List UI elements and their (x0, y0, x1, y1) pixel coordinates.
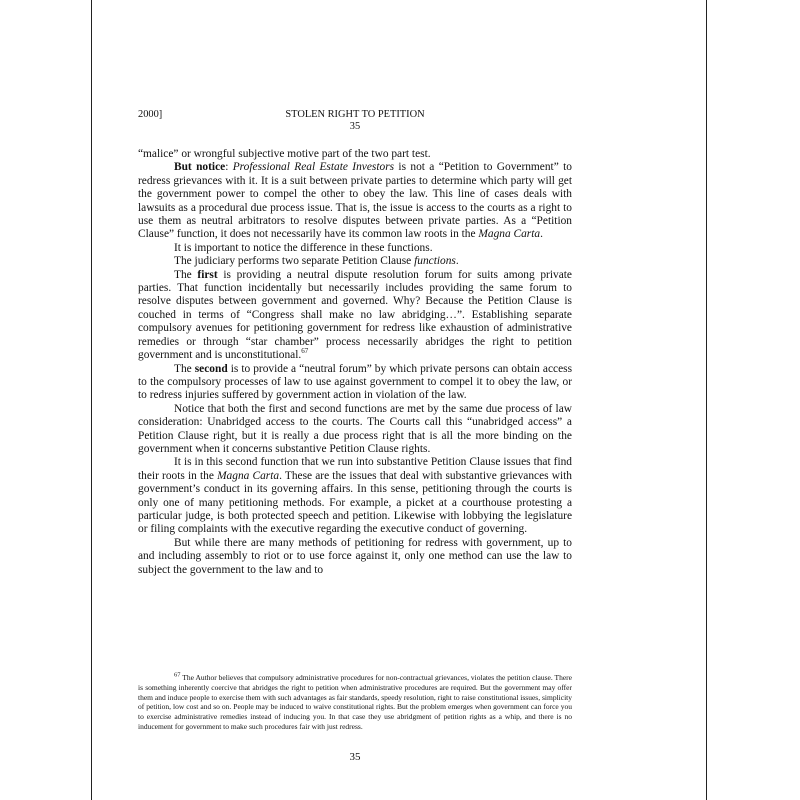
emphasis-but-notice: But notice (174, 161, 226, 174)
paragraph-0: “malice” or wrongful subjective motive part of the two part test. (138, 148, 431, 160)
header-page-number: 35 (349, 121, 361, 132)
footnote-text: The Author believes that compulsory administrative procedures for non-contractual grievances, violates the petition clause. There is something inherently coercive that abridges the right to petition when administrative procedures are required. But the government may offer them and induce people to exercise them with such advantages as fair standards, speedy resolution, right to raise constitutional issues, simplicity of petition, low cost and so on. People may be induced to waive constitutional rights. But the problem emerges when government can force you to exercise administrative remedies instead of inducing you. In that case they use abridgment of petition rights as a whip, and there is no inducement for government to make such procedures fair with just redress. (138, 673, 572, 731)
case-name: Professional Real Estate Investors (232, 161, 395, 174)
paragraph-7: It is in this second function that we run into substantive Petition Clause issues that find their roots in the Magna Carta. These are the issues that deal with substantive grievances with government’s conduct in its governing affairs. In this sense, petitioning through the courts is only one of many petitioning methods. For example, a picket at a courthouse protesting a particular judge, is both protected speech and petition. Likewise with lobbying the legislature or filing complaints with the executive regarding the executive conduct of governing. (138, 456, 573, 536)
body-text (138, 148, 572, 577)
footnote-number: 67 (174, 671, 181, 679)
paragraph-6: Notice that both the first and second functions are met by the same due process of law consideration: Unabridged access to the courts. The Courts call this “unabridged access” a Petition Clause right, but it is really a due process right that is all the more binding on the government when it concerns substantive Petition Clause rights. (138, 402, 572, 455)
header-title: STOLEN RIGHT TO PETITION (285, 109, 425, 120)
footer-page-number: 35 (349, 751, 361, 763)
paragraph-8: But while there are many methods of petitioning for redress with government, up to and including assembly to riot or to use force against it, only one method can use the law to subject the government to the law and to (138, 536, 572, 576)
paragraph-3: The judiciary performs two separate Petition Clause functions. (174, 255, 459, 268)
paragraph-4: The first is providing a neutral dispute resolution forum for suits among private parties. That function incidentally but necessarily includes providing the same forum to resolve disputes between government and governed. Why? Because the Petition Clause is couched in terms of “Congress shall make no law abridging…”. Establishing separate compulsory avenues for petitioning government for redress like exhaustion of administrative remedies or through “star chamber” process necessarily abridges the right to petition government and is unconstitutional.$^{67}$ (138, 268, 572, 362)
footnote-ref-67[interactable]: 67 (301, 347, 309, 356)
paragraph-1: But notice: Professional Real Estate Investors is not a “Petition to Government” to redress grievances with it. It is a suit between private parties to determine which party will get the government power to compel the other to obey the law. This line of cases deals with lawsuits as a procedural due process issue. That is, the issue is access to the courts as a right to use them as neutral arbitrators to resolve disputes between private parties. As a “Petition Clause” function, it does not necessarily have its common law roots in the Magna Carta. (138, 161, 572, 241)
footnote-67 (138, 673, 572, 732)
header-volume: 2000] (138, 109, 163, 120)
paragraph-2: It is important to notice the difference in these functions. (174, 241, 433, 254)
paragraph-5: The second is to provide a “neutral forum” by which private persons can obtain access to the compulsory processes of law to use against government to compel it to obey the law, or to redress injuries suffered by government action in violation of the law. (138, 362, 572, 402)
